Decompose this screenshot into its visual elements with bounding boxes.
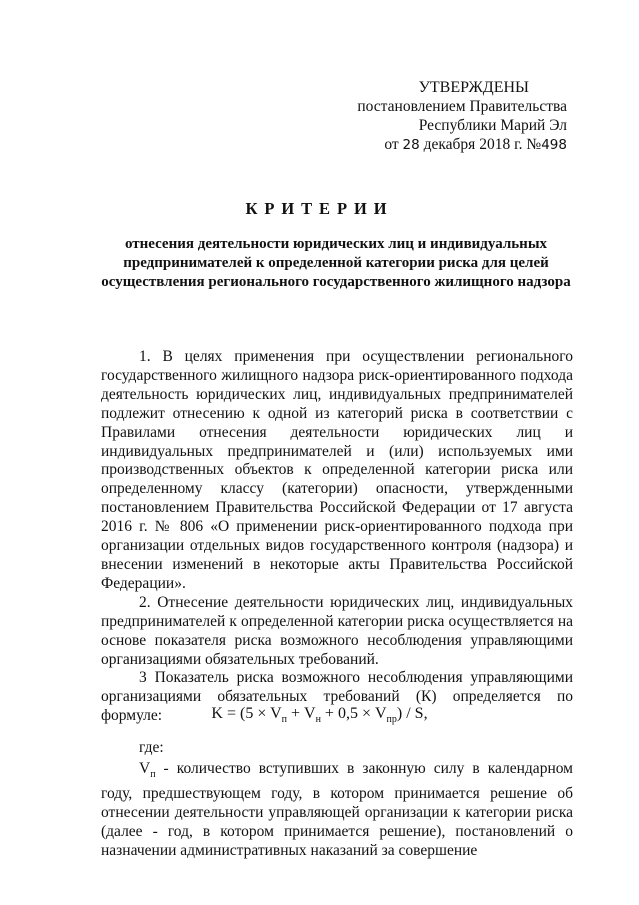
risk-formula: [0, 705, 639, 725]
formula-part-k: K = (5 × V: [211, 705, 282, 722]
formula-part-tail: ) / S,: [396, 705, 428, 722]
approval-stamp: [337, 78, 567, 155]
definition-block: [101, 760, 573, 861]
document-title: КРИТЕРИИ: [245, 199, 394, 218]
approval-line-1: постановлением Правительства: [357, 98, 567, 115]
paragraph-1: 1. В целях применения при осуществлении регионального государственного жилищного надзора риск-ориентированного подхода деятельность юридических лиц, индивидуальных предпринимателей подлежит отнесению к одной из категорий риска в соответствии с Правилами отнесения деятельности юридических лиц и индивидуальных предпринимателей и (или) используемых ими производственных объектов к определенной категории риска или определенному классу (категории) опасности, утвержденными постановлением Правительства Российской Федерации от 17 августа 2016 г. № 806 «О применении риск-ориентированного подхода при организации отдельных видов государственного контроля (надзора) и внесении изменений в некоторые акты Правительства Российской Федерации».: [101, 348, 573, 592]
approval-title: УТВЕРЖДЕНЫ: [418, 79, 529, 96]
where-label: где:: [139, 739, 164, 756]
definition-var: V: [139, 760, 151, 777]
formula-sub-n: н: [315, 714, 321, 726]
paragraph-3: 3 Показатель риска возможного несоблюдения управляющими организациями обязательных требований (К) определяется по формуле:: [101, 669, 573, 725]
approval-date-line: [337, 135, 567, 155]
approval-line-2: Республики Марий Эл: [418, 117, 567, 134]
formula-sub-pr: пр: [386, 714, 397, 726]
formula-part-plus2: + 0,5 × V: [320, 705, 387, 722]
document-subtitle: отнесения деятельности юридических лиц и индивидуальных предпринимателей к определенной категории риска для целей осуществления регионального государственного жилищного надзора: [101, 236, 571, 290]
definition-text: - количество вступивших в законную силу в календарном году, предшествующем году, в котором принимается решение об отнесении деятельности управляющей организации к категории риска (далее - год, в котором принимается решение), постановлений о назначении административных наказаний за совершение: [101, 760, 573, 859]
formula-part-plus1: + V: [286, 705, 316, 722]
approval-number: 498: [541, 137, 567, 153]
approval-date-prefix: от: [384, 136, 399, 153]
definition-paragraph: [101, 760, 573, 861]
formula-sub-p: п: [281, 714, 287, 726]
approval-date-rest: декабря 2018 г. №: [423, 136, 542, 153]
approval-date-day: 28: [402, 137, 420, 153]
paragraph-2: 2. Отнесение деятельности юридических лиц, индивидуальных предпринимателей к определенной категории риска осуществляется на основе показателя риска возможного несоблюдения управляющими организациями обязательных требований.: [101, 593, 573, 668]
definition-var-sub: п: [150, 769, 156, 781]
body-text: [101, 348, 573, 726]
